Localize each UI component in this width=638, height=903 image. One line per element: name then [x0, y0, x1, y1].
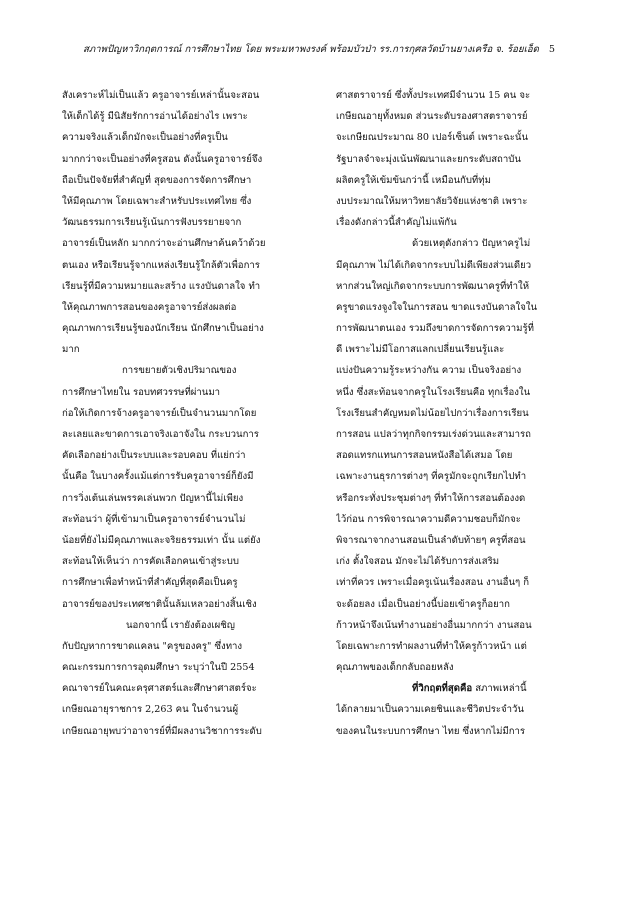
text-line: การศึกษาเพื่อทำหน้าที่สำคัญที่สุดคือเป็นครู — [62, 577, 238, 589]
text-line: ได้กลายมาเป็นความเคยชินและชีวิตประจำวัน — [336, 704, 524, 716]
running-header — [0, 42, 638, 57]
text-line: ให้เด็กได้รู้ มีนิสัยรักการอ่านได้อย่างไร เพราะ — [62, 111, 248, 123]
paragraph-start-line — [336, 678, 581, 699]
text-line: โรงเรียนสำคัญหมดไม่น้อยไปกว่าเรื่องการเรียน — [336, 407, 529, 419]
text-line: แบ่งปันความรู้ระหว่างกัน ความ เป็นจริงอย่าง — [336, 365, 522, 377]
text-line: มาก — [62, 344, 80, 356]
right-column — [336, 85, 581, 742]
text-line: เกษียณอายุพบว่าอาจารย์ที่มีผลงานวิชาการระดับ — [62, 725, 262, 737]
text-line: กับปัญหาการขาดแคลน "ครูของครู" ซึ่งทาง — [62, 640, 243, 652]
text-line: ศาสตราจารย์ ซึ่งทั้งประเทศมีจำนวน 15 คน จะ — [336, 90, 531, 101]
text-line: สอดแทรกแทนการสอนหนังสือได้เสมอ โดย — [336, 450, 513, 462]
text-line: มีคุณภาพ ไม่ได้เกิดจากระบบไม่ดีเพียงส่วนเดียว — [336, 259, 532, 271]
header-title: สภาพปัญหาวิกฤตการณ์ การศึกษาไทย โดย พระมหาพงรงค์ พร้อมบัวป่า รร.การกุศลวัดบ้านยางเครือ จ. ร้อยเอ็ด — [83, 44, 539, 55]
text-line: ดี เพราะไม่มีโอกาสแลกเปลี่ยนเรียนรู้และ — [336, 344, 505, 356]
text-line: พิจารณาจากงานสอนเป็นลำดับท้ายๆ ครูที่สอน — [336, 534, 526, 546]
text-line: ของคนในระบบการศึกษา ไทย ซึ่งหากไม่มีการ — [336, 725, 526, 737]
text-line: จะด้อยลง เมื่อเป็นอย่างนี้บ่อยเข้าครูก็อยาก — [336, 598, 510, 610]
text-line: ไว้ก่อน การพิจารณาความดีความชอบก็มักจะ — [336, 513, 521, 525]
text-line: เฉพาะงานธุรการต่างๆ ที่ครูมักจะถูกเรียกไปทำ — [336, 471, 527, 483]
text-line: มากกว่าจะเป็นอย่างที่ครูสอน ดังนั้นครูอาจารย์จึง — [62, 153, 263, 165]
text-line: การสอน แปลว่าทุกกิจกรรมเร่งด่วนและสามารถ — [336, 429, 531, 440]
text-line: งบประมาณให้มหาวิทยาลัยวิจัยแห่งชาติ เพราะ — [336, 195, 528, 207]
page-number: 5 — [548, 44, 555, 55]
text-line: เกษียณอายุราชการ 2,263 คน ในจำนวนผู้ — [62, 704, 239, 716]
text-line: เกษียณอายุทั้งหมด ส่วนระดับรองศาสตราจารย์ — [336, 111, 528, 123]
text-line: รัฐบาลจำจะมุ่งเน้นพัฒนาและยกระดับสถาบัน — [336, 153, 521, 165]
text-line: หากส่วนใหญ่เกิดจากระบบการพัฒนาครูที่ทำให้ — [336, 280, 530, 292]
text-line: ครูขาดแรงจูงใจในการสอน ขาดแรงบันดาลใจใน — [336, 301, 538, 313]
text-line: จะเกษียณประมาณ 80 เปอร์เซ็นต์ เพราะฉะนั้น — [336, 132, 529, 144]
text-line: ละเลยและขาดการเอาจริงเอาจังใน กระบวนการ — [62, 429, 259, 440]
text-line: ตนเอง หรือเรียนรู้จากแหล่งเรียนรู้ใกล้ตัวเพื่อการ — [62, 259, 260, 271]
text-line: การศึกษาไทยใน รอบทศวรรษที่ผ่านมา — [62, 386, 221, 398]
text-line: นั้นคือ ในบางครั้งแม้แต่การรับครูอาจารย์ก็ยังมี — [62, 471, 254, 483]
paragraph-start-line: การขยายตัวเชิงปริมาณของ — [122, 365, 237, 377]
left-column — [62, 85, 307, 742]
text-line: คณะกรรมการการอุดมศึกษา ระบุว่าในปี 2554 — [62, 662, 255, 674]
text-line: อาจารย์ของประเทศชาตินั้นล้มเหลวอย่างสิ้นเชิง — [62, 598, 257, 610]
text-line: เรียนรู้ที่มีความหมายและสร้าง แรงบันดาลใจ ทำ — [62, 280, 261, 292]
text-line: ก้าวหน้าจึงเน้นทำงานอย่างอื่นมากกว่า งานสอน — [336, 619, 532, 631]
text-line: สะท้อนให้เห็นว่า การคัดเลือกคนเข้าสู่ระบบ — [62, 556, 239, 568]
text-line: น้อยที่ยังไม่มีคุณภาพและจริยธรรมเท่า นั้น แต่ยัง — [62, 534, 261, 546]
text-line: วัฒนธรรมการเรียนรู้เน้นการฟังบรรยายจาก — [62, 217, 242, 229]
text-line: คุณภาพของเด็กกลับถอยหลัง — [336, 662, 454, 674]
text-line: เก่ง ตั้งใจสอน มักจะไม่ได้รับการส่งเสริม — [336, 556, 500, 568]
text-line: โดยเฉพาะการทำผลงานที่ทำให้ครูก้าวหน้า แต่ — [336, 640, 527, 652]
text-line: ถือเป็นปัจจัยที่สำคัญที่ สุดของการจัดการศึกษา — [62, 174, 252, 186]
text-line: การวิ่งเต้นเล่นพรรคเล่นพวก ปัญหานี้ไม่เพียง — [62, 492, 244, 504]
text-line: ให้คุณภาพการสอนของครูอาจารย์ส่งผลต่อ — [62, 301, 237, 313]
text-line: สะท้อนว่า ผู้ที่เข้ามาเป็นครูอาจารย์จำนวนไม่ — [62, 513, 246, 525]
paragraph-start-line: ด้วยเหตุดังกล่าว ปัญหาครูไม่ — [412, 238, 531, 250]
emphasis-text: ที่วิกฤตที่สุดคือ — [412, 683, 473, 695]
text-line: หรือกระทั่งประชุมต่างๆ ที่ทำให้การสอนต้องงด — [336, 492, 526, 504]
text-line: อาจารย์เป็นหลัก มากกว่าจะอ่านศึกษาค้นคว้าด้วย — [62, 238, 266, 250]
text-line: เรื่องดังกล่าวนี้สำคัญไม่แพ้กัน — [336, 217, 457, 229]
text-line: คุณภาพการเรียนรู้ของนักเรียน นักศึกษาเป็นอย่าง — [62, 323, 264, 335]
text-line: สังเคราะห์ไม่เป็นแล้ว ครูอาจารย์เหล่านั้นจะสอน — [62, 90, 260, 101]
text-line: ก่อให้เกิดการจ้างครูอาจารย์เป็นจำนวนมากโดย — [62, 407, 257, 419]
text-line: การพัฒนาตนเอง รวมถึงขาดการจัดการความรู้ที่ — [336, 323, 534, 335]
text-line: หนึ่ง ซึ่งสะท้อนจากครูในโรงเรียนคือ ทุกเรื่องใน — [336, 386, 531, 398]
text-line: คณาจารย์ในคณะครุศาสตร์และศึกษาศาสตร์จะ — [62, 683, 257, 695]
text-line: ความจริงแล้วเด็กมักจะเป็นอย่างที่ครูเป็น — [62, 132, 228, 144]
text-line: เท่าที่ควร เพราะเมื่อครูเน้นเรื่องสอน งานอื่นๆ ก็ — [336, 577, 530, 589]
text-line: ให้มีคุณภาพ โดยเฉพาะสำหรับประเทศไทย ซึ่ง — [62, 195, 252, 207]
text-segment: สภาพเหล่านี้ — [472, 683, 527, 695]
paragraph-start-line: นอกจากนี้ เรายังต้องเผชิญ — [126, 619, 235, 631]
text-line: คัดเลือกอย่างเป็นระบบและรอบคอบ ที่แย่กว่า — [62, 450, 246, 462]
text-line: ผลิตครูให้เข้มข้นกว่านี้ เหมือนกับที่ทุ่ม — [336, 174, 491, 186]
